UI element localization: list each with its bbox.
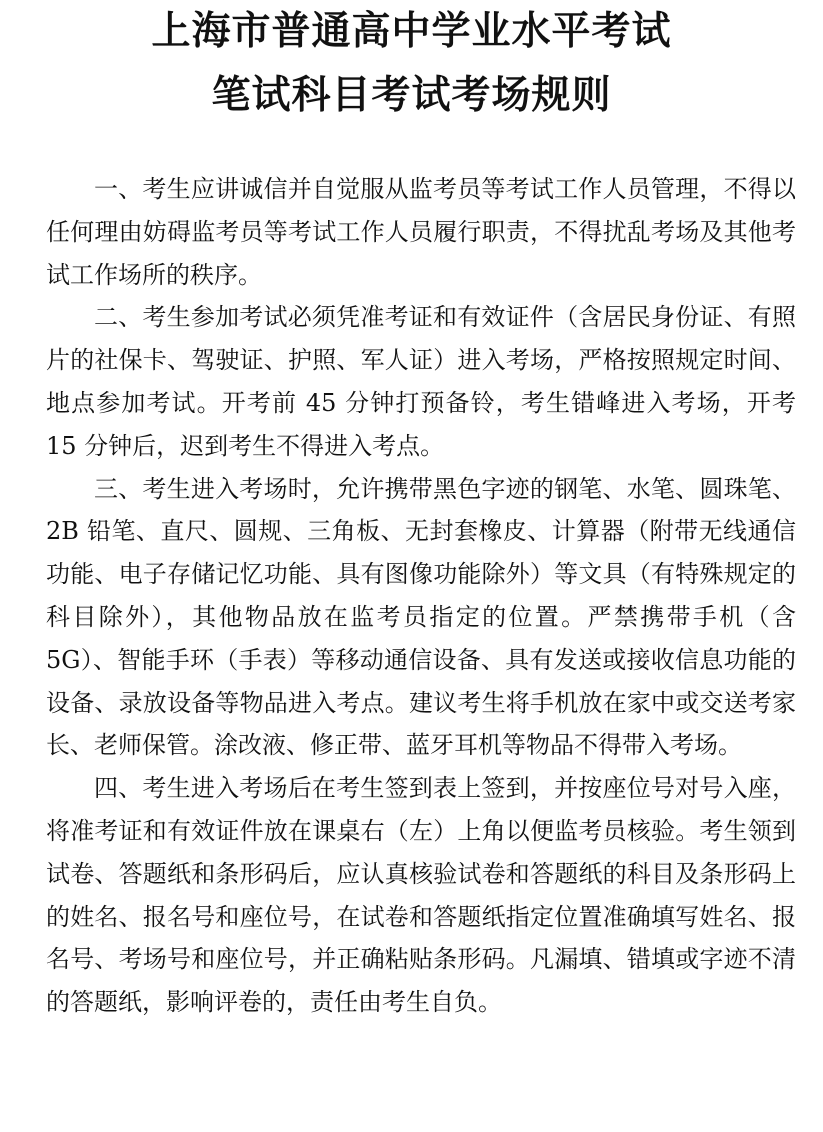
document-subtitle: 笔试科目考试考场规则 (211, 73, 612, 118)
rule-paragraph-3: 三、考生进入考场时，允许携带黑色字迹的钢笔、水笔、圆珠笔、2B 铅笔、直尺、圆规、三角板、无封套橡皮、计算器（附带无线通信功能、电子存储记忆功能、具有图像功能除外）等文具（有特殊规定的科目除外），其他物品放在监考员指定的位置。严禁携带手机（含 5G）、智能手环（手表）等移动通信设备、具有发送或接收信息功能的设备、录放设备等物品进入考点。建议考生将手机放在家中或交送考家长、老师保管。涂改液、修正带、蓝牙耳机等物品不得带入考场。 (46, 474, 796, 760)
rule-paragraph-2: 二、考生参加考试必须凭准考证和有效证件（含居民身份证、有照片的社保卡、驾驶证、护照、军人证）进入考场，严格按照规定时间、地点参加考试。开考前 45 分钟打预备铃，考生错峰进入考场，开考 15 分钟后，迟到考生不得进入考点。 (46, 303, 796, 460)
rule-paragraph-1: 一、考生应讲诚信并自觉服从监考员等考试工作人员管理，不得以任何理由妨碍监考员等考试工作人员履行职责，不得扰乱考场及其他考试工作场所的秩序。 (46, 175, 796, 289)
rule-paragraph-4: 四、考生进入考场后在考生签到表上签到，并按座位号对号入座，将准考证和有效证件放在课桌右（左）上角以便监考员核验。考生领到试卷、答题纸和条形码后，应认真核验试卷和答题纸的科目及条形码上的姓名、报名号和座位号，在试卷和答题纸指定位置准确填写姓名、报名号、考场号和座位号，并正确粘贴条形码。凡漏填、错填或字迹不清的答题纸，影响评卷的，责任由考生自负。 (46, 774, 796, 1017)
rules-body (46, 168, 796, 1024)
document-title: 上海市普通高中学业水平考试 (151, 9, 672, 54)
